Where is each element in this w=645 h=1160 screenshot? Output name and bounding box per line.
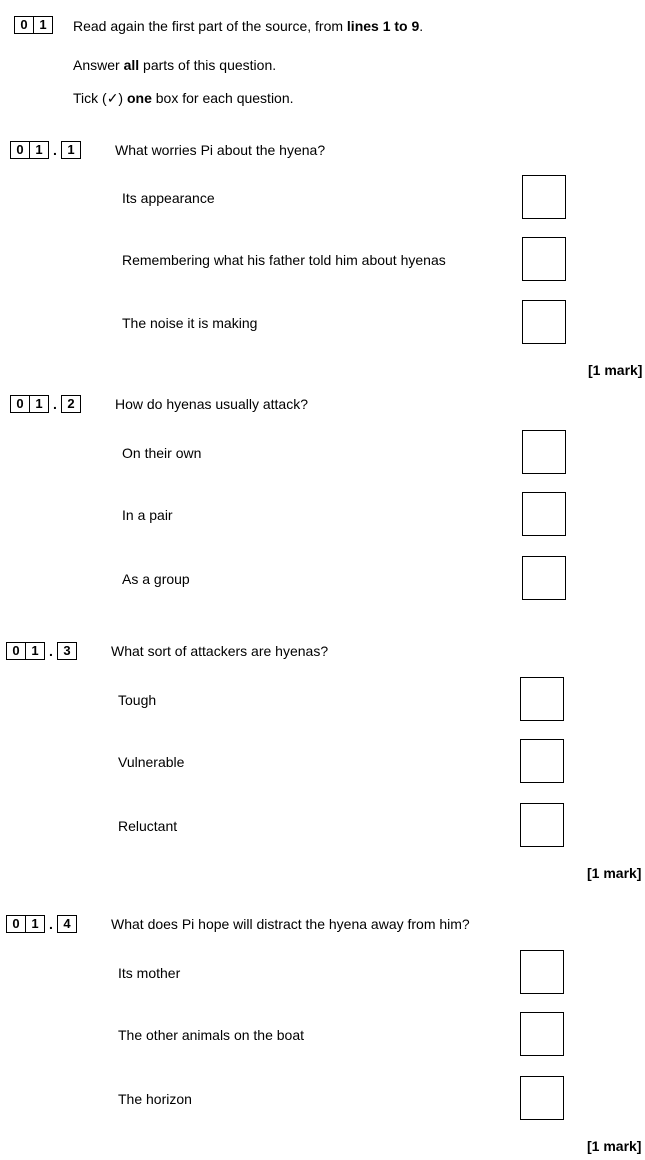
digit-box: 1 (26, 642, 45, 660)
tick-box[interactable] (522, 492, 566, 536)
question-number-01-2 (10, 395, 81, 413)
digit-box: 1 (30, 141, 49, 159)
digit-box: 0 (6, 915, 26, 933)
digit-box: 2 (61, 395, 81, 413)
digit-box: 1 (26, 915, 45, 933)
tick-box[interactable] (520, 1076, 564, 1120)
instruction-source: Read again the first part of the source, from lines 1 to 9. (73, 18, 424, 34)
tick-box[interactable] (520, 739, 564, 783)
tick-box[interactable] (522, 556, 566, 600)
question-number-01 (14, 16, 53, 34)
question-text: How do hyenas usually attack? (115, 396, 308, 412)
instruction-answer-all: Answer all parts of this question. (73, 57, 277, 73)
option-label: Its mother (118, 965, 181, 981)
tick-box[interactable] (522, 237, 566, 281)
mark-allocation: [1 mark] (587, 1138, 642, 1154)
option-label: Remembering what his father told him about hyenas (122, 252, 446, 268)
option-label: The noise it is making (122, 315, 258, 331)
digit-box: 0 (14, 16, 34, 34)
option-label: On their own (122, 445, 202, 461)
question-text: What sort of attackers are hyenas? (111, 643, 329, 659)
question-number-01-4 (6, 915, 77, 933)
mark-allocation: [1 mark] (587, 865, 642, 881)
tick-box[interactable] (522, 175, 566, 219)
tick-box[interactable] (522, 300, 566, 344)
question-number-01-3 (6, 642, 77, 660)
tick-box[interactable] (522, 430, 566, 474)
question-dot: . (53, 396, 57, 412)
question-text: What does Pi hope will distract the hyena away from him? (111, 916, 470, 932)
tick-box[interactable] (520, 1012, 564, 1056)
option-label: Its appearance (122, 190, 215, 206)
digit-box: 3 (57, 642, 77, 660)
mark-allocation: [1 mark] (588, 362, 643, 378)
tick-box[interactable] (520, 950, 564, 994)
option-label: As a group (122, 571, 190, 587)
question-dot: . (49, 916, 53, 932)
option-label: The horizon (118, 1091, 192, 1107)
digit-box: 1 (34, 16, 53, 34)
tick-box[interactable] (520, 677, 564, 721)
tick-box[interactable] (520, 803, 564, 847)
digit-box: 0 (6, 642, 26, 660)
option-label: The other animals on the boat (118, 1027, 305, 1043)
digit-box: 0 (10, 395, 30, 413)
instruction-tick-one: Tick (✓) one box for each question. (73, 90, 294, 106)
option-label: Reluctant (118, 818, 178, 834)
option-label: Tough (118, 692, 157, 708)
digit-box: 1 (61, 141, 81, 159)
question-dot: . (53, 142, 57, 158)
digit-box: 4 (57, 915, 77, 933)
question-dot: . (49, 643, 53, 659)
digit-box: 1 (30, 395, 49, 413)
question-text: What worries Pi about the hyena? (115, 142, 326, 158)
question-number-01-1 (10, 141, 81, 159)
option-label: Vulnerable (118, 754, 185, 770)
option-label: In a pair (122, 507, 173, 523)
digit-box: 0 (10, 141, 30, 159)
